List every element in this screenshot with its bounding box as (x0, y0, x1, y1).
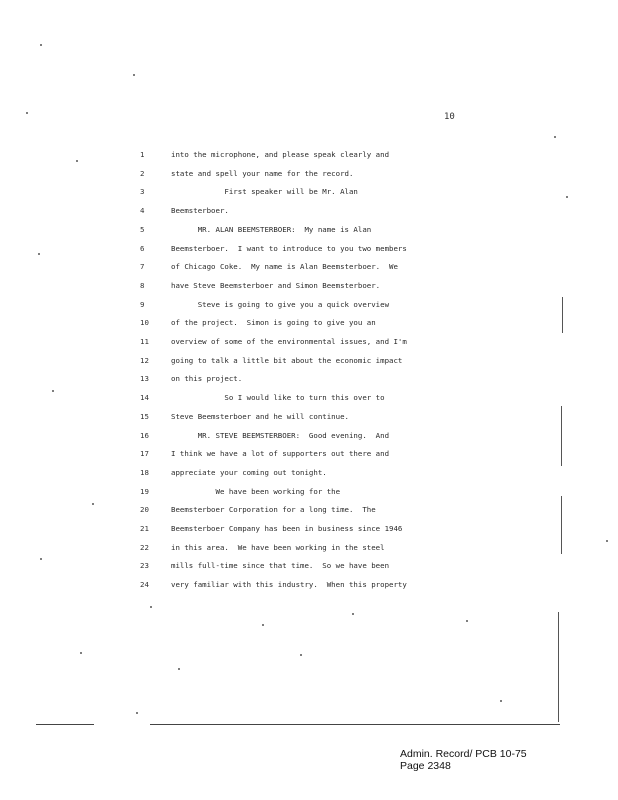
line-number: 8 (140, 280, 145, 290)
scan-speck (40, 558, 42, 560)
line-number: 18 (140, 467, 149, 477)
scan-margin-mark (558, 612, 559, 722)
line-number: 2 (140, 168, 145, 178)
scan-speck (80, 652, 82, 654)
scan-bottom-line (150, 724, 560, 725)
line-text: Steve Beemsterboer and he will continue. (171, 411, 349, 421)
scan-speck (26, 112, 28, 114)
transcript-line (140, 448, 440, 460)
line-number: 21 (140, 524, 149, 533)
scan-speck (566, 196, 568, 198)
line-text: Beemsterboer. I want to introduce to you two members (171, 243, 407, 253)
transcript-line (140, 373, 440, 385)
line-number: 22 (140, 542, 149, 552)
line-text: We have been working for the (171, 486, 341, 496)
transcript-line (140, 280, 440, 292)
line-text: very familiar with this industry. When this property (171, 580, 407, 590)
line-text: of the project. Simon is going to give you an (171, 318, 376, 328)
transcript-line (140, 411, 440, 423)
line-number: 5 (140, 224, 145, 234)
scan-speck (136, 712, 138, 714)
line-number: 7 (140, 262, 145, 272)
line-text: overview of some of the environmental issues, and I'm (171, 337, 407, 346)
transcript-line (140, 392, 440, 404)
line-text: mills full-time since that time. So we have been (171, 561, 390, 571)
line-number: 20 (140, 505, 149, 515)
transcript-line (140, 149, 440, 161)
line-text: Beemsterboer Corporation for a long time. The (171, 505, 376, 515)
line-number: 4 (140, 206, 145, 216)
line-number: 12 (140, 355, 149, 365)
line-number: 3 (140, 187, 145, 197)
transcript-line (140, 205, 440, 217)
transcript-line (140, 317, 440, 329)
scan-speck (500, 700, 502, 702)
line-number: 6 (140, 243, 145, 253)
line-number: 23 (140, 561, 149, 571)
line-text: Beemsterboer Company has been in business since 1946 (171, 524, 403, 533)
transcript-line (140, 467, 440, 479)
scan-speck (150, 606, 152, 608)
scan-speck (466, 620, 468, 622)
line-number: 1 (140, 150, 145, 159)
scan-speck (76, 160, 78, 162)
line-number: 19 (140, 486, 149, 496)
transcript-line (140, 224, 440, 236)
transcript-line (140, 299, 440, 311)
transcript-line (140, 504, 440, 516)
line-text: into the microphone, and please speak clearly and (171, 150, 390, 159)
line-text: going to talk a little bit about the economic impact (171, 355, 403, 365)
line-text: appreciate your coming out tonight. (171, 467, 327, 477)
transcript-line (140, 261, 440, 273)
line-number: 15 (140, 411, 149, 421)
transcript-line (140, 186, 440, 198)
line-text: on this project. (171, 374, 243, 384)
scan-margin-mark (561, 496, 562, 554)
line-text: MR. ALAN BEEMSTERBOER: My name is Alan (171, 224, 372, 234)
transcript-line (140, 523, 440, 535)
scan-speck (352, 613, 354, 615)
scan-speck (606, 540, 608, 542)
line-text: So I would like to turn this over to (171, 393, 385, 403)
scan-margin-mark (562, 297, 563, 333)
line-text: of Chicago Coke. My name is Alan Beemsterboer. We (171, 262, 398, 272)
scan-speck (52, 390, 54, 392)
line-number: 16 (140, 430, 149, 440)
stamp-record-line: Admin. Record/ PCB 10-75 (400, 748, 527, 760)
line-text: have Steve Beemsterboer and Simon Beemsterboer. (171, 280, 381, 290)
transcript-line (140, 579, 440, 591)
scan-speck (262, 624, 264, 626)
line-text: in this area. We have been working in the steel (171, 542, 385, 552)
line-text: First speaker will be Mr. Alan (171, 187, 358, 197)
line-text: state and spell your name for the record. (171, 168, 354, 178)
transcript-line (140, 243, 440, 255)
scan-bottom-line (36, 724, 94, 725)
transcript-line (140, 355, 440, 367)
transcript-line (140, 542, 440, 554)
transcript-line (140, 486, 440, 498)
line-number: 13 (140, 374, 149, 384)
transcript-line (140, 430, 440, 442)
scan-speck (92, 503, 94, 505)
line-number: 9 (140, 299, 145, 309)
transcript-line (140, 560, 440, 572)
scan-speck (38, 253, 40, 255)
line-text: Steve is going to give you a quick overview (171, 299, 390, 309)
line-text: Beemsterboer. (171, 206, 229, 216)
line-number: 24 (140, 580, 149, 590)
scan-speck (300, 654, 302, 656)
line-number: 11 (140, 337, 149, 346)
scan-speck (40, 44, 42, 46)
scan-speck (554, 136, 556, 138)
line-number: 14 (140, 393, 149, 403)
transcript-line (140, 336, 440, 348)
scan-speck (178, 668, 180, 670)
page-number: 10 (444, 112, 455, 122)
stamp-page-line: Page 2348 (400, 760, 451, 772)
line-number: 10 (140, 318, 149, 328)
admin-record-stamp (400, 748, 527, 772)
transcript-line (140, 168, 440, 180)
scan-margin-mark (561, 406, 562, 466)
line-number: 17 (140, 449, 149, 459)
scan-speck (133, 74, 135, 76)
line-text: I think we have a lot of supporters out there and (171, 449, 390, 459)
line-text: MR. STEVE BEEMSTERBOER: Good evening. And (171, 430, 390, 440)
